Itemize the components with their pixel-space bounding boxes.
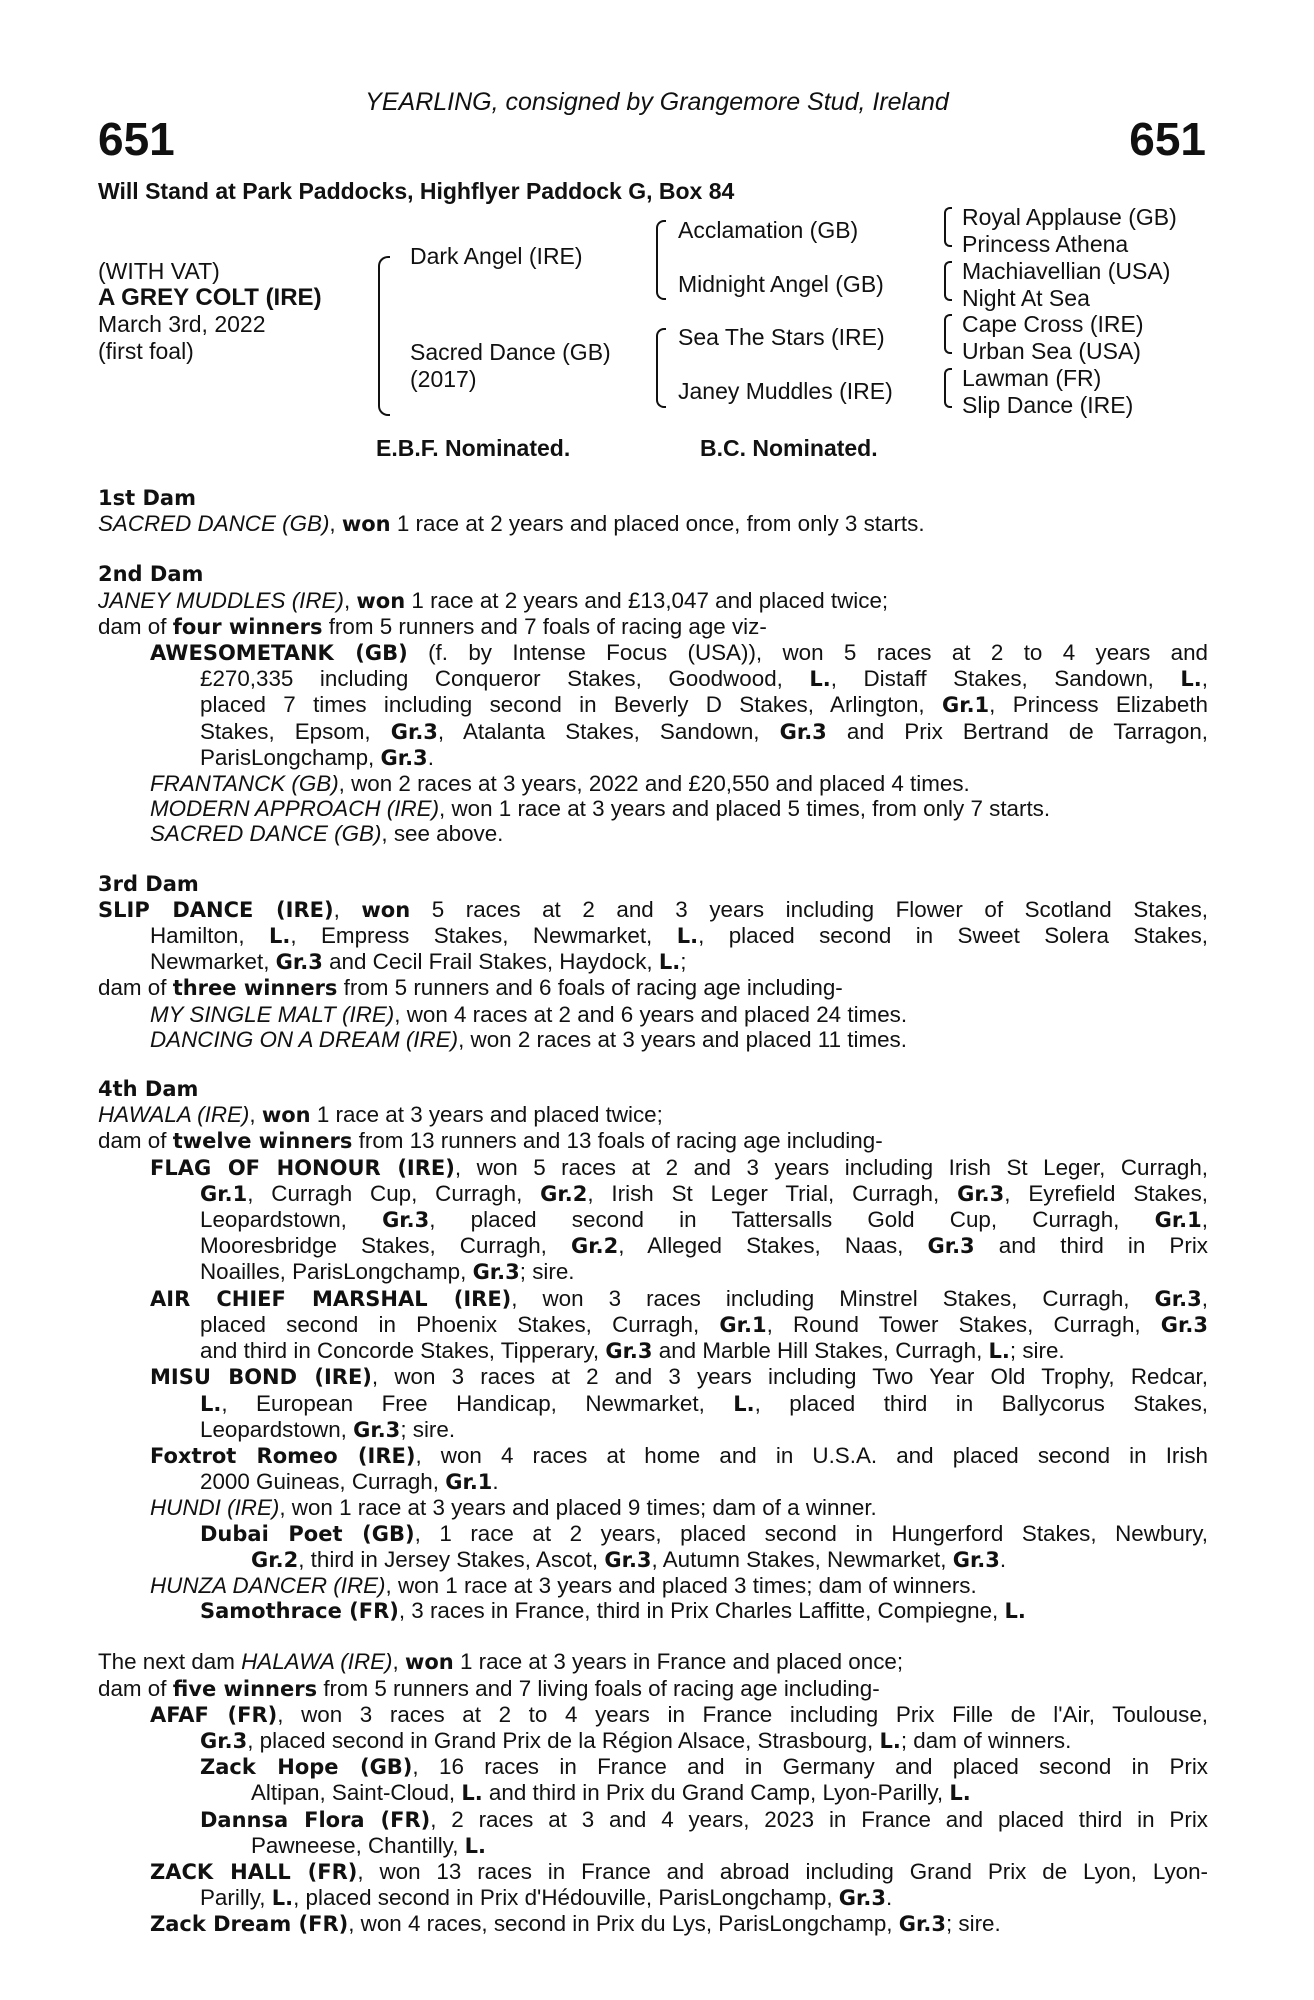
record-line: 2000 Guineas, Curragh, Gr.1.	[200, 1469, 499, 1495]
stand-location: Will Stand at Park Paddocks, Highflyer Paddock G, Box 84	[98, 178, 735, 204]
record-line: Leopardstown, Gr.3; sire.	[200, 1416, 456, 1442]
dds: Lawman (FR)	[962, 365, 1102, 391]
section-heading: 2nd Dam	[98, 562, 204, 587]
brace-3b	[944, 261, 952, 301]
lot-number-right: 651	[1129, 113, 1206, 165]
record-line: ZACK HALL (FR), won 13 races in France and abroad including Grand Prix de Lyon, Lyon-	[150, 1858, 1208, 1884]
sire-dam: Midnight Angel (GB)	[678, 271, 884, 297]
record-line: placed 7 times including second in Beverly D Stakes, Arlington, Gr.1, Princess Elizabeth	[200, 692, 1208, 718]
record-line: Dubai Poet (GB), 1 race at 2 years, placed second in Hungerford Stakes, Newbury,	[200, 1520, 1208, 1546]
dsd: Urban Sea (USA)	[962, 338, 1141, 364]
record-line: £270,335 including Conqueror Stakes, Goodwood, L., Distaff Stakes, Sandown, L.,	[200, 666, 1208, 692]
record-line: Stakes, Epsom, Gr.3, Atalanta Stakes, Sandown, Gr.3 and Prix Bertrand de Tarragon,	[200, 718, 1209, 744]
sire-brace	[656, 220, 666, 300]
dam: Sacred Dance (GB)	[410, 339, 611, 365]
section-gap	[98, 537, 1208, 562]
record-line: AWESOMETANK (GB) (f. by Intense Focus (USA)), won 5 races at 2 to 4 years and	[150, 640, 1209, 666]
record-line: AIR CHIEF MARSHAL (IRE), won 3 races including Minstrel Stakes, Curragh, Gr.3,	[150, 1285, 1208, 1311]
record-line: MISU BOND (IRE), won 3 races at 2 and 3 years including Two Year Old Trophy, Redcar,	[150, 1364, 1208, 1390]
dam-sire: Sea The Stars (IRE)	[678, 324, 885, 350]
sss: Royal Applause (GB)	[962, 204, 1177, 230]
sire-sire: Acclamation (GB)	[678, 217, 859, 243]
record-line: Dannsa Flora (FR), 2 races at 3 and 4 years, 2023 in France and placed third in Prix	[200, 1806, 1208, 1832]
record-line: Noailles, ParisLongchamp, Gr.3; sire.	[200, 1259, 575, 1285]
record-line: dam of three winners from 5 runners and 6 foals of racing age including-	[98, 975, 843, 1001]
record-line: Zack Hope (GB), 16 races in France and in Germany and placed second in Prix	[200, 1754, 1209, 1780]
record-line: HAWALA (IRE), won 1 race at 3 years and placed twice;	[98, 1102, 663, 1128]
ddd: Slip Dance (IRE)	[962, 392, 1134, 418]
dam-dam: Janey Muddles (IRE)	[678, 378, 893, 404]
record-line: Parilly, L., placed second in Prix d'Hédouville, ParisLongchamp, Gr.3.	[200, 1885, 893, 1911]
section-heading: 1st Dam	[98, 486, 196, 510]
foal-note: (first foal)	[98, 338, 194, 364]
record-line: SACRED DANCE (GB), see above.	[150, 821, 504, 847]
record-line: Pawneese, Chantilly, L.	[251, 1832, 487, 1858]
record-line: AFAF (FR), won 3 races at 2 to 4 years in France including Prix Fille de l'Air, Toulouse,	[150, 1701, 1208, 1727]
horse-name: A GREY COLT (IRE)	[98, 284, 322, 311]
section-gap	[98, 847, 1208, 872]
brace-3c	[944, 314, 952, 354]
record-line: L., European Free Handicap, Newmarket, L., placed third in Ballycorus Stakes,	[200, 1390, 1208, 1416]
record-line: Altipan, Saint-Cloud, L. and third in Prix du Grand Camp, Lyon-Parilly, L.	[251, 1780, 971, 1806]
pedigree-brace	[378, 256, 390, 416]
record-line: Mooresbridge Stakes, Curragh, Gr.2, Alleged Stakes, Naas, Gr.3 and third in Prix	[200, 1233, 1208, 1259]
lot-number-left: 651	[98, 113, 175, 165]
vat-note: (WITH VAT)	[98, 258, 220, 284]
sire: Dark Angel (IRE)	[410, 243, 583, 269]
produce-record	[98, 486, 1208, 1938]
record-line: and third in Concorde Stakes, Tipperary, Gr.3 and Marble Hill Stakes, Curragh, L.; sire.	[200, 1338, 1065, 1364]
record-line: Newmarket, Gr.3 and Cecil Frail Stakes, Haydock, L.;	[150, 949, 687, 975]
record-line: HUNDI (IRE), won 1 race at 3 years and placed 9 times; dam of a winner.	[150, 1495, 877, 1521]
record-line: The next dam HALAWA (IRE), won 1 race at 3 years in France and placed once;	[98, 1649, 904, 1675]
record-line: Hamilton, L., Empress Stakes, Newmarket, L., placed second in Sweet Solera Stakes,	[150, 923, 1209, 949]
record-line: MY SINGLE MALT (IRE), won 4 races at 2 and 6 years and placed 24 times.	[150, 1001, 908, 1027]
section-gap	[98, 1052, 1208, 1077]
record-line: MODERN APPROACH (IRE), won 1 race at 3 years and placed 5 times, from only 7 starts.	[150, 796, 1051, 822]
record-line: SLIP DANCE (IRE), won 5 races at 2 and 3 years including Flower of Scotland Stakes,	[98, 896, 1208, 922]
record-line: dam of five winners from 5 runners and 7 living foals of racing age including-	[98, 1675, 880, 1701]
brace-3a	[944, 207, 952, 247]
record-line: Foxtrot Romeo (IRE), won 4 races at home and in U.S.A. and placed second in Irish	[150, 1442, 1208, 1468]
section-gap	[98, 1624, 1208, 1649]
section-heading: 3rd Dam	[98, 871, 199, 896]
bc-nomination: B.C. Nominated.	[700, 435, 878, 461]
dss: Cape Cross (IRE)	[962, 311, 1144, 337]
brace-3d	[944, 368, 952, 408]
record-line: dam of twelve winners from 13 runners and 13 foals of racing age including-	[98, 1128, 883, 1154]
record-line: DANCING ON A DREAM (IRE), won 2 races at 3 years and placed 11 times.	[150, 1026, 907, 1052]
dam-brace	[656, 328, 666, 408]
record-line: HUNZA DANCER (IRE), won 1 race at 3 years and placed 3 times; dam of winners.	[150, 1572, 977, 1598]
record-line: Gr.1, Curragh Cup, Curragh, Gr.2, Irish St Leger Trial, Curragh, Gr.3, Eyrefield Stakes,	[200, 1180, 1208, 1206]
record-line: Samothrace (FR), 3 races in France, third in Prix Charles Laffitte, Compiegne, L.	[200, 1598, 1026, 1624]
section-heading: 4th Dam	[98, 1077, 199, 1102]
dam-year: (2017)	[410, 366, 477, 392]
record-line: FRANTANCK (GB), won 2 races at 3 years, 2022 and £20,550 and placed 4 times.	[150, 771, 970, 797]
record-line: Gr.3, placed second in Grand Prix de la Région Alsace, Strasbourg, L.; dam of winners.	[200, 1727, 1072, 1753]
ebf-nomination: E.B.F. Nominated.	[376, 435, 571, 461]
sds: Machiavellian (USA)	[962, 258, 1171, 284]
sdd: Night At Sea	[962, 285, 1090, 311]
record-line: placed second in Phoenix Stakes, Curragh, Gr.1, Round Tower Stakes, Curragh, Gr.3	[200, 1311, 1208, 1337]
record-line: Gr.2, third in Jersey Stakes, Ascot, Gr.3, Autumn Stakes, Newmarket, Gr.3.	[251, 1546, 1007, 1572]
record-line: FLAG OF HONOUR (IRE), won 5 races at 2 and 3 years including Irish St Leger, Curragh,	[150, 1154, 1209, 1180]
record-line: Leopardstown, Gr.3, placed second in Tattersalls Gold Cup, Curragh, Gr.1,	[200, 1207, 1209, 1233]
record-line: SACRED DANCE (GB), won 1 race at 2 years and placed once, from only 3 starts.	[98, 511, 925, 537]
record-line: dam of four winners from 5 runners and 7 foals of racing age viz-	[98, 613, 767, 639]
record-line: Zack Dream (FR), won 4 races, second in Prix du Lys, ParisLongchamp, Gr.3; sire.	[150, 1911, 1001, 1937]
foaling-date: March 3rd, 2022	[98, 311, 266, 337]
record-line: JANEY MUDDLES (IRE), won 1 race at 2 years and £13,047 and placed twice;	[98, 587, 889, 613]
consignment-line: YEARLING, consigned by Grangemore Stud, Ireland	[365, 88, 949, 116]
ssd: Princess Athena	[962, 231, 1129, 257]
record-line: ParisLongchamp, Gr.3.	[200, 744, 434, 770]
